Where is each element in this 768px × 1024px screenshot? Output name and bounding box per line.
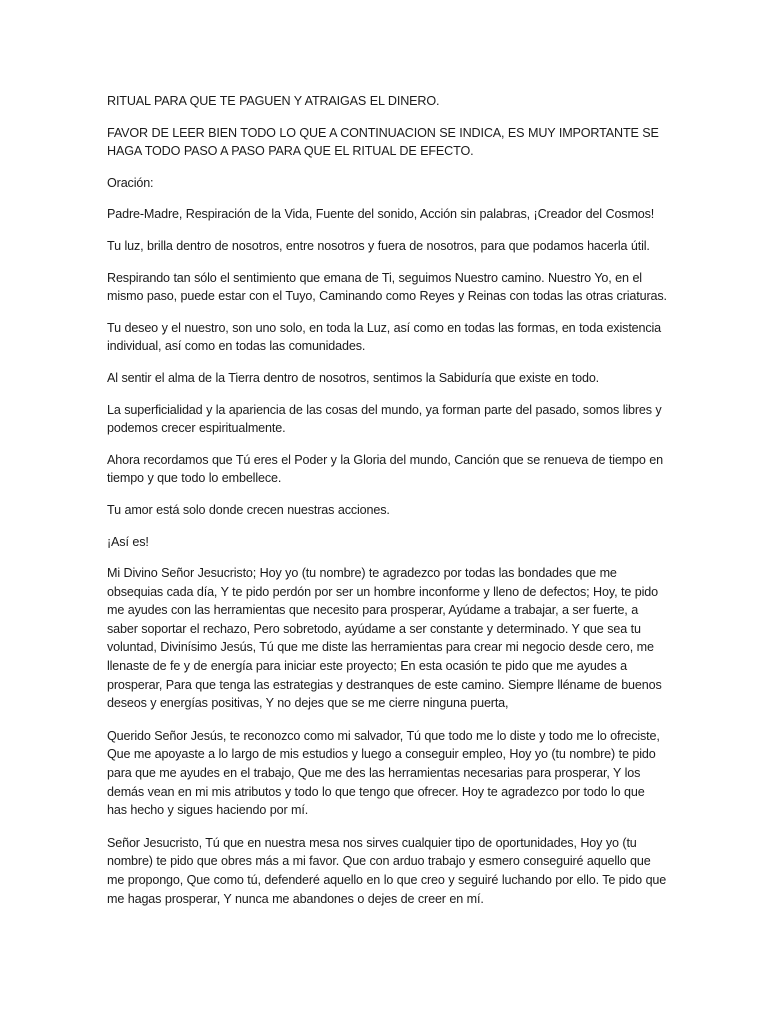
prayer-paragraph: La superficialidad y la apariencia de las cosas del mundo, ya forman parte del pasado, somos libres y podemos crecer espiritualmente.: [107, 402, 662, 436]
prayer-closing: ¡Así es!: [107, 534, 149, 549]
prayer-paragraph: Señor Jesucristo, Tú que en nuestra mesa nos sirves cualquier tipo de oportunidades, Hoy yo (tu nombre) te pido que obres más a mi favor. Que con arduo trabajo y esmero conseguiré aquello que me propongo, Que como tú, defenderé aquello en lo que creo y seguiré luchando por ello. Te pido que me hagas prosperar, Y nunca me abandones o dejes de creer en mí.: [107, 835, 667, 906]
prayer-paragraph: Ahora recordamos que Tú eres el Poder y la Gloria del mundo, Canción que se renueva de tiempo en tiempo y que todo lo embellece.: [107, 452, 664, 486]
prayer-paragraph: Tu deseo y el nuestro, son uno solo, en toda la Luz, así como en todas las formas, en toda existencia individual, así como en todas las comunidades.: [107, 320, 662, 354]
prayer-paragraph: Al sentir el alma de la Tierra dentro de nosotros, sentimos la Sabiduría que existe en todo.: [107, 370, 600, 385]
prayer-paragraph: Mi Divino Señor Jesucristo; Hoy yo (tu nombre) te agradezco por todas las bondades que me obsequias cada día, Y te pido perdón por ser un hombre inconforme y lleno de defectos; Hoy, te pido me ayudes con las herramientas que necesito para prosperar, Ayúdame a trabajar, a ser fuerte, a saber soportar el rechazo, Pero sobretodo, ayúdame a ser constante y determinado. Y que sea tu voluntad, Divinísimo Jesús, Tú que me diste las herramientas para crear mi negocio desde cero, me llenaste de fe y de energía para iniciar este proyecto; En esta ocasión te pido que me ayudes a prosperar, Para que tenga las estrategias y destranques de este camino. Siempre lléname de buenos deseos y energías positivas, Y no dejes que se me cierre ninguna puerta,: [107, 566, 662, 711]
prayer-paragraph: Respirando tan sólo el sentimiento que emana de Ti, seguimos Nuestro camino. Nuestro Yo, en el mismo paso, puede estar con el Tuyo, Caminando como Reyes y Reinas con todas las otras criaturas.: [107, 270, 667, 304]
prayer-paragraph: Tu amor está solo donde crecen nuestras acciones.: [107, 502, 390, 517]
prayer-paragraph: Querido Señor Jesús, te reconozco como mi salvador, Tú que todo me lo diste y todo me lo ofreciste, Que me apoyaste a lo largo de mis estudios y luego a conseguir empleo, Hoy yo (tu nombre) te pido para que me ayudes en el trabajo, Que me des las herramientas necesarias para prosperar, Y los demás vean en mi mis atributos y todo lo que tengo que ofrecer. Hoy te agradezco por todo lo que has hecho y sigues haciendo por mí.: [107, 728, 660, 818]
instructions-paragraph: FAVOR DE LEER BIEN TODO LO QUE A CONTINUACION SE INDICA, ES MUY IMPORTANTE SE HAGA TODO PASO A PASO PARA QUE EL RITUAL DE EFECTO.: [107, 125, 659, 159]
prayer-heading: Oración:: [107, 175, 154, 190]
document-body: [107, 92, 667, 921]
prayer-paragraph: Tu luz, brilla dentro de nosotros, entre nosotros y fuera de nosotros, para que podamos hacerla útil.: [107, 238, 650, 253]
prayer-paragraph: Padre-Madre, Respiración de la Vida, Fuente del sonido, Acción sin palabras, ¡Creador del Cosmos!: [107, 207, 655, 222]
document-title: RITUAL PARA QUE TE PAGUEN Y ATRAIGAS EL DINERO.: [107, 94, 440, 108]
